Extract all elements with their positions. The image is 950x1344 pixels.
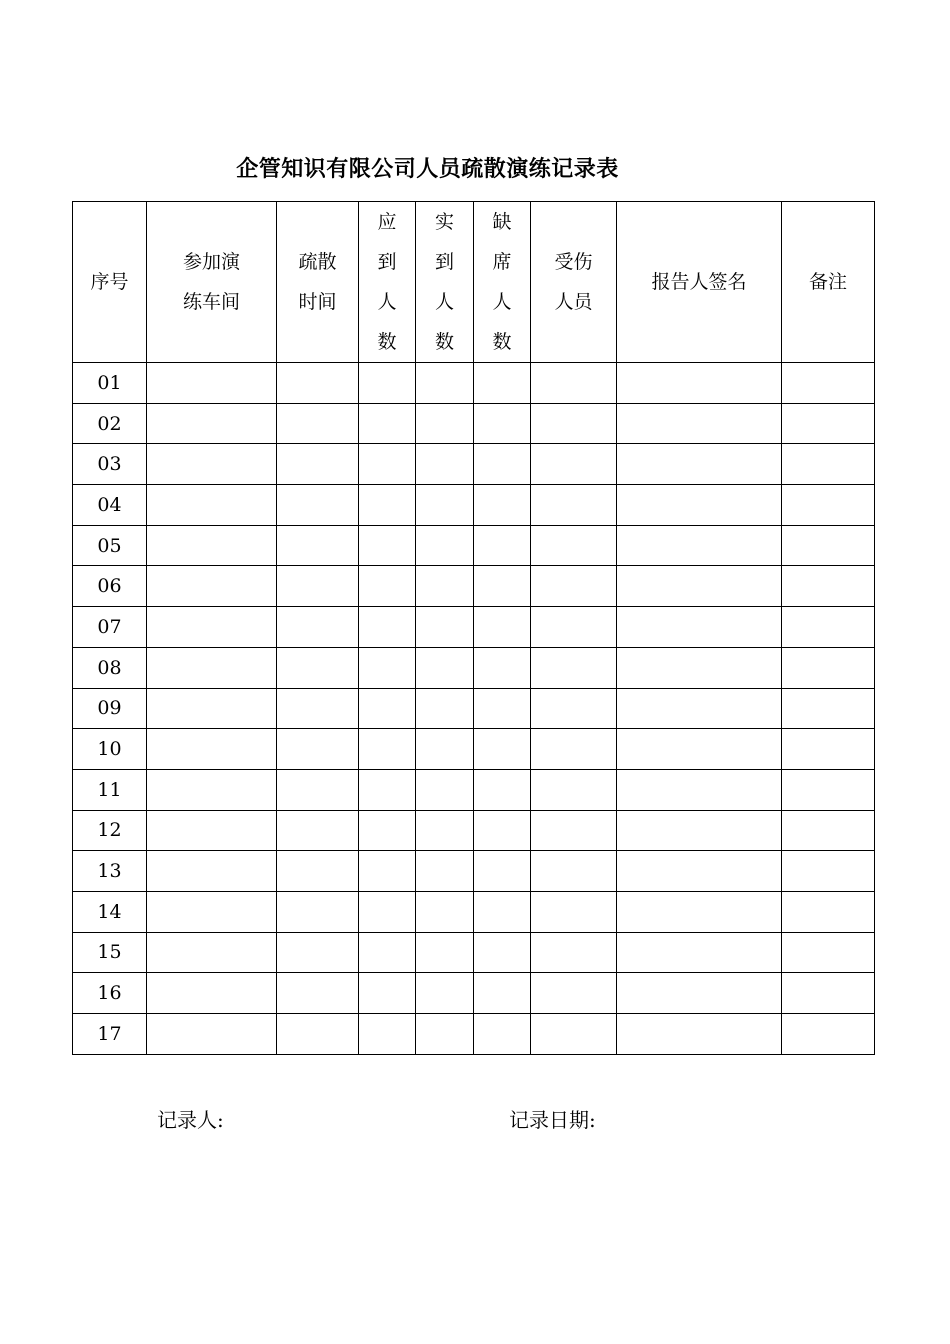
absent-count-cell[interactable] xyxy=(474,1014,531,1055)
reporter-signature-cell[interactable] xyxy=(617,485,782,526)
row-number: 06 xyxy=(73,566,147,607)
evac-time-cell[interactable] xyxy=(277,363,359,404)
workshop-cell[interactable] xyxy=(147,932,277,973)
reporter-signature-cell[interactable] xyxy=(617,647,782,688)
reporter-signature-cell[interactable] xyxy=(617,851,782,892)
actual-count-cell[interactable] xyxy=(416,973,474,1014)
table-row xyxy=(73,729,875,770)
actual-count-cell[interactable] xyxy=(416,810,474,851)
header-workshop: 参加演 练车间 xyxy=(147,202,277,363)
actual-count-cell[interactable] xyxy=(416,444,474,485)
remarks-cell[interactable] xyxy=(782,363,875,404)
absent-count-cell[interactable] xyxy=(474,769,531,810)
table-row xyxy=(73,1014,875,1055)
workshop-cell[interactable] xyxy=(147,403,277,444)
workshop-cell[interactable] xyxy=(147,973,277,1014)
evac-time-cell[interactable] xyxy=(277,1014,359,1055)
remarks-cell[interactable] xyxy=(782,485,875,526)
expected-count-cell[interactable] xyxy=(359,932,416,973)
expected-count-cell[interactable] xyxy=(359,851,416,892)
workshop-cell[interactable] xyxy=(147,891,277,932)
row-number: 07 xyxy=(73,607,147,648)
reporter-signature-cell[interactable] xyxy=(617,525,782,566)
injured-cell[interactable] xyxy=(531,688,617,729)
remarks-cell[interactable] xyxy=(782,769,875,810)
row-number: 17 xyxy=(73,1014,147,1055)
row-number: 16 xyxy=(73,973,147,1014)
evac-time-cell[interactable] xyxy=(277,607,359,648)
record-date-label: 记录日期: xyxy=(509,1108,596,1132)
absent-count-cell[interactable] xyxy=(474,810,531,851)
expected-count-cell[interactable] xyxy=(359,769,416,810)
reporter-signature-cell[interactable] xyxy=(617,891,782,932)
remarks-cell[interactable] xyxy=(782,932,875,973)
injured-cell[interactable] xyxy=(531,729,617,770)
table-row xyxy=(73,688,875,729)
absent-count-cell[interactable] xyxy=(474,851,531,892)
actual-count-cell[interactable] xyxy=(416,647,474,688)
table-header-row xyxy=(73,202,875,363)
absent-count-cell[interactable] xyxy=(474,525,531,566)
table-row xyxy=(73,932,875,973)
actual-count-cell[interactable] xyxy=(416,566,474,607)
evac-time-cell[interactable] xyxy=(277,932,359,973)
expected-count-cell[interactable] xyxy=(359,647,416,688)
workshop-cell[interactable] xyxy=(147,810,277,851)
injured-cell[interactable] xyxy=(531,973,617,1014)
evacuation-record-table xyxy=(72,201,875,1055)
evac-time-cell[interactable] xyxy=(277,403,359,444)
actual-count-cell[interactable] xyxy=(416,403,474,444)
remarks-cell[interactable] xyxy=(782,891,875,932)
reporter-signature-cell[interactable] xyxy=(617,1014,782,1055)
actual-count-cell[interactable] xyxy=(416,607,474,648)
remarks-cell[interactable] xyxy=(782,444,875,485)
reporter-signature-cell[interactable] xyxy=(617,403,782,444)
workshop-cell[interactable] xyxy=(147,851,277,892)
absent-count-cell[interactable] xyxy=(474,647,531,688)
table-row xyxy=(73,444,875,485)
absent-count-cell[interactable] xyxy=(474,566,531,607)
table-row xyxy=(73,607,875,648)
workshop-cell[interactable] xyxy=(147,688,277,729)
remarks-cell[interactable] xyxy=(782,525,875,566)
row-number: 11 xyxy=(73,769,147,810)
reporter-signature-cell[interactable] xyxy=(617,729,782,770)
expected-count-cell[interactable] xyxy=(359,485,416,526)
reporter-signature-cell[interactable] xyxy=(617,688,782,729)
evac-time-cell[interactable] xyxy=(277,647,359,688)
absent-count-cell[interactable] xyxy=(474,363,531,404)
actual-count-cell[interactable] xyxy=(416,525,474,566)
row-number: 12 xyxy=(73,810,147,851)
absent-count-cell[interactable] xyxy=(474,607,531,648)
evac-time-cell[interactable] xyxy=(277,444,359,485)
expected-count-cell[interactable] xyxy=(359,688,416,729)
expected-count-cell[interactable] xyxy=(359,566,416,607)
actual-count-cell[interactable] xyxy=(416,485,474,526)
evac-time-cell[interactable] xyxy=(277,525,359,566)
reporter-signature-cell[interactable] xyxy=(617,810,782,851)
absent-count-cell[interactable] xyxy=(474,729,531,770)
header-seq: 序号 xyxy=(73,202,147,363)
expected-count-cell[interactable] xyxy=(359,525,416,566)
injured-cell[interactable] xyxy=(531,932,617,973)
absent-count-cell[interactable] xyxy=(474,485,531,526)
remarks-cell[interactable] xyxy=(782,851,875,892)
evac-time-cell[interactable] xyxy=(277,769,359,810)
header-actual-count: 实 到 人 数 xyxy=(416,202,474,363)
injured-cell[interactable] xyxy=(531,1014,617,1055)
reporter-signature-cell[interactable] xyxy=(617,769,782,810)
injured-cell[interactable] xyxy=(531,485,617,526)
row-number: 13 xyxy=(73,851,147,892)
row-number: 09 xyxy=(73,688,147,729)
header-reporter-signature: 报告人签名 xyxy=(617,202,782,363)
remarks-cell[interactable] xyxy=(782,810,875,851)
injured-cell[interactable] xyxy=(531,444,617,485)
remarks-cell[interactable] xyxy=(782,566,875,607)
injured-cell[interactable] xyxy=(531,891,617,932)
table-row xyxy=(73,485,875,526)
table-row xyxy=(73,973,875,1014)
injured-cell[interactable] xyxy=(531,525,617,566)
evac-time-cell[interactable] xyxy=(277,485,359,526)
header-injured: 受伤 人员 xyxy=(531,202,617,363)
remarks-cell[interactable] xyxy=(782,647,875,688)
table-row xyxy=(73,810,875,851)
expected-count-cell[interactable] xyxy=(359,363,416,404)
remarks-cell[interactable] xyxy=(782,729,875,770)
actual-count-cell[interactable] xyxy=(416,1014,474,1055)
header-evac-time: 疏散 时间 xyxy=(277,202,359,363)
actual-count-cell[interactable] xyxy=(416,363,474,404)
actual-count-cell[interactable] xyxy=(416,769,474,810)
absent-count-cell[interactable] xyxy=(474,444,531,485)
workshop-cell[interactable] xyxy=(147,1014,277,1055)
table-row xyxy=(73,566,875,607)
reporter-signature-cell[interactable] xyxy=(617,363,782,404)
expected-count-cell[interactable] xyxy=(359,810,416,851)
table-row xyxy=(73,851,875,892)
table-row xyxy=(73,363,875,404)
actual-count-cell[interactable] xyxy=(416,932,474,973)
evac-time-cell[interactable] xyxy=(277,688,359,729)
reporter-signature-cell[interactable] xyxy=(617,932,782,973)
recorder-label: 记录人: xyxy=(157,1108,224,1132)
workshop-cell[interactable] xyxy=(147,647,277,688)
table-body xyxy=(73,363,875,1055)
row-number: 04 xyxy=(73,485,147,526)
expected-count-cell[interactable] xyxy=(359,607,416,648)
actual-count-cell[interactable] xyxy=(416,729,474,770)
row-number: 05 xyxy=(73,525,147,566)
evac-time-cell[interactable] xyxy=(277,851,359,892)
header-remarks: 备注 xyxy=(782,202,875,363)
evac-time-cell[interactable] xyxy=(277,891,359,932)
remarks-cell[interactable] xyxy=(782,403,875,444)
evac-time-cell[interactable] xyxy=(277,973,359,1014)
workshop-cell[interactable] xyxy=(147,363,277,404)
row-number: 08 xyxy=(73,647,147,688)
reporter-signature-cell[interactable] xyxy=(617,444,782,485)
table-row xyxy=(73,891,875,932)
workshop-cell[interactable] xyxy=(147,444,277,485)
workshop-cell[interactable] xyxy=(147,729,277,770)
injured-cell[interactable] xyxy=(531,566,617,607)
remarks-cell[interactable] xyxy=(782,607,875,648)
expected-count-cell[interactable] xyxy=(359,891,416,932)
injured-cell[interactable] xyxy=(531,607,617,648)
header-absent-count: 缺 席 人 数 xyxy=(474,202,531,363)
workshop-cell[interactable] xyxy=(147,566,277,607)
injured-cell[interactable] xyxy=(531,363,617,404)
evac-time-cell[interactable] xyxy=(277,729,359,770)
evac-time-cell[interactable] xyxy=(277,810,359,851)
row-number: 15 xyxy=(73,932,147,973)
workshop-cell[interactable] xyxy=(147,769,277,810)
absent-count-cell[interactable] xyxy=(474,403,531,444)
expected-count-cell[interactable] xyxy=(359,444,416,485)
remarks-cell[interactable] xyxy=(782,688,875,729)
workshop-cell[interactable] xyxy=(147,525,277,566)
page-title: 企管知识有限公司人员疏散演练记录表 xyxy=(236,156,619,182)
evac-time-cell[interactable] xyxy=(277,566,359,607)
actual-count-cell[interactable] xyxy=(416,851,474,892)
expected-count-cell[interactable] xyxy=(359,403,416,444)
row-number: 02 xyxy=(73,403,147,444)
expected-count-cell[interactable] xyxy=(359,1014,416,1055)
workshop-cell[interactable] xyxy=(147,485,277,526)
workshop-cell[interactable] xyxy=(147,607,277,648)
remarks-cell[interactable] xyxy=(782,973,875,1014)
reporter-signature-cell[interactable] xyxy=(617,607,782,648)
injured-cell[interactable] xyxy=(531,403,617,444)
table-row xyxy=(73,647,875,688)
row-number: 10 xyxy=(73,729,147,770)
reporter-signature-cell[interactable] xyxy=(617,973,782,1014)
injured-cell[interactable] xyxy=(531,769,617,810)
row-number: 03 xyxy=(73,444,147,485)
injured-cell[interactable] xyxy=(531,647,617,688)
row-number: 01 xyxy=(73,363,147,404)
expected-count-cell[interactable] xyxy=(359,729,416,770)
remarks-cell[interactable] xyxy=(782,1014,875,1055)
actual-count-cell[interactable] xyxy=(416,688,474,729)
injured-cell[interactable] xyxy=(531,810,617,851)
reporter-signature-cell[interactable] xyxy=(617,566,782,607)
table-row xyxy=(73,525,875,566)
header-expected-count: 应 到 人 数 xyxy=(359,202,416,363)
absent-count-cell[interactable] xyxy=(474,932,531,973)
actual-count-cell[interactable] xyxy=(416,891,474,932)
absent-count-cell[interactable] xyxy=(474,973,531,1014)
table-row xyxy=(73,769,875,810)
row-number: 14 xyxy=(73,891,147,932)
absent-count-cell[interactable] xyxy=(474,688,531,729)
table-row xyxy=(73,403,875,444)
expected-count-cell[interactable] xyxy=(359,973,416,1014)
absent-count-cell[interactable] xyxy=(474,891,531,932)
injured-cell[interactable] xyxy=(531,851,617,892)
